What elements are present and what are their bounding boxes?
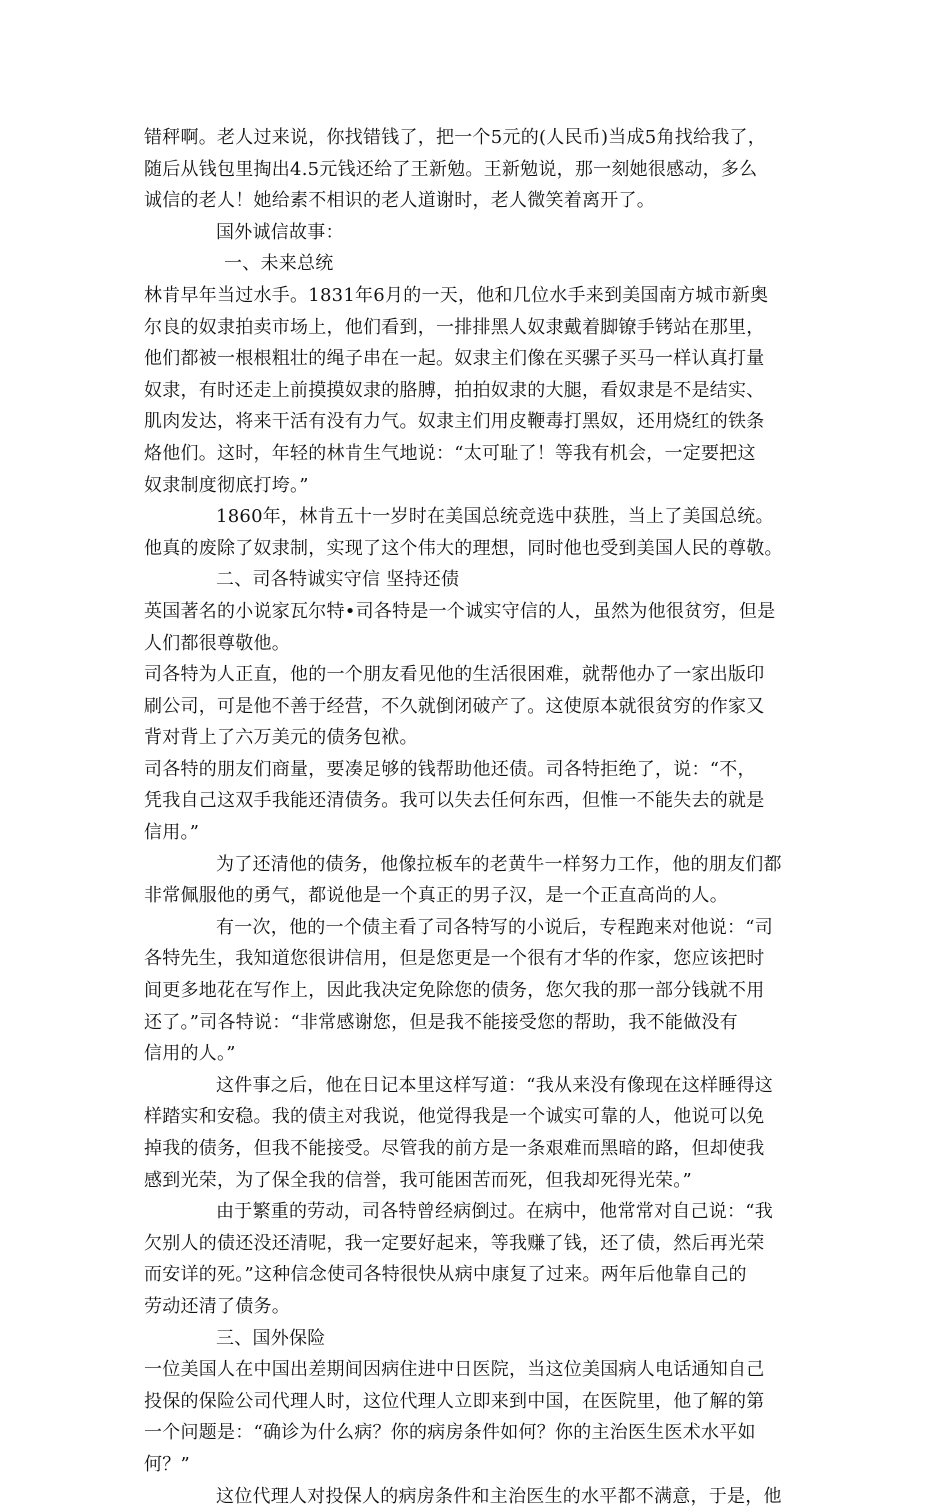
text-line: 他真的废除了奴隶制，实现了这个伟大的理想，同时他也受到美国人民的尊敬。 <box>144 537 783 559</box>
text-line: 凭我自己这双手我能还清债务。我可以失去任何东西，但惟一不能失去的就是 <box>144 790 765 812</box>
text-line: 间更多地花在写作上，因此我决定免除您的债务，您欠我的那一部分钱就不用 <box>144 980 765 1002</box>
text-line: 司各特的朋友们商量，要凑足够的钱帮助他还债。司各特拒绝了，说：“不， <box>144 758 756 780</box>
text-line: 而安详的死。”这种信念使司各特很快从病中康复了过来。两年后他靠自己的 <box>144 1264 747 1286</box>
text-line: 肌肉发达，将来干活有没有力气。奴隶主们用皮鞭毒打黑奴，还用烧红的铁条 <box>144 411 765 433</box>
text-line: 信用。” <box>144 822 200 844</box>
text-line: 刷公司，可是他不善于经营，不久就倒闭破产了。这使原本就很贫穷的作家又 <box>144 695 765 717</box>
text-line: 他们都被一根根粗壮的绳子串在一起。奴隶主们像在买骡子买马一样认真打量 <box>144 348 765 370</box>
text-line: 林肯早年当过水手。1831年6月的一天，他和几位水手来到美国南方城市新奥 <box>144 284 769 306</box>
text-line: 错秤啊。老人过来说，你找错钱了，把一个5元的(人民币)当成5角找给我了， <box>144 127 766 148</box>
indented-text-line: 二、司各特诚实守信 坚持还债 <box>216 569 460 591</box>
text-line: 非常佩服他的勇气，都说他是一个真正的男子汉，是一个正直高尚的人。 <box>144 885 728 907</box>
text-line: 感到光荣，为了保全我的信誉，我可能困苦而死，但我却死得光荣。” <box>144 1169 692 1191</box>
text-line: 人们都很尊敬他。 <box>144 632 290 654</box>
indented-text-line: 一、未来总统 <box>224 253 334 275</box>
text-line: 英国著名的小说家瓦尔特•司各特是一个诚实守信的人，虽然为他很贫穷，但是 <box>144 600 776 622</box>
text-line: 奴隶，有时还走上前摸摸奴隶的胳膊，拍拍奴隶的大腿，看奴隶是不是结实、 <box>144 379 765 401</box>
text-line: 各特先生，我知道您很讲信用，但是您更是一个很有才华的作家，您应该把时 <box>144 948 765 970</box>
indented-text-line: 为了还清他的债务，他像拉板车的老黄牛一样努力工作，他的朋友们都 <box>216 853 782 875</box>
indented-text-line: 三、国外保险 <box>216 1327 326 1349</box>
text-line: 欠别人的债还没还清呢，我一定要好起来，等我赚了钱，还了债，然后再光荣 <box>144 1232 765 1254</box>
indented-text-line: 有一次，他的一个债主看了司各特写的小说后，专程跑来对他说：“司 <box>216 916 773 938</box>
indented-text-line: 这件事之后，他在日记本里这样写道：“我从来没有像现在这样睡得这 <box>216 1074 773 1096</box>
text-line: 一个问题是：“确诊为什么病？你的病房条件如何？你的主治医生医术水平如 <box>144 1422 756 1444</box>
text-line: 劳动还清了债务。 <box>144 1295 290 1317</box>
text-line: 随后从钱包里掏出4.5元钱还给了王新勉。王新勉说，那一刻她很感动，多么 <box>144 158 758 180</box>
text-line: 还了。”司各特说：“非常感谢您，但是我不能接受您的帮助，我不能做没有 <box>144 1011 738 1033</box>
text-line: 烙他们。这时，年轻的林肯生气地说：“太可耻了！等我有机会，一定要把这 <box>144 442 756 464</box>
indented-text-line: 这位代理人对投保人的病房条件和主治医生的水平都不满意，于是，他 <box>216 1485 782 1507</box>
indented-text-line: 1860年，林肯五十一岁时在美国总统竞选中获胜，当上了美国总统。 <box>216 506 774 528</box>
text-line: 一位美国人在中国出差期间因病住进中日医院，当这位美国病人电话通知自己 <box>144 1359 765 1381</box>
text-line: 样踏实和安稳。我的债主对我说，他觉得我是一个诚实可靠的人，他说可以免 <box>144 1106 765 1128</box>
text-line: 掉我的债务，但我不能接受。尽管我的前方是一条艰难而黑暗的路，但却使我 <box>144 1138 765 1159</box>
text-line: 何？” <box>144 1453 190 1475</box>
text-line: 信用的人。” <box>144 1043 236 1065</box>
text-line: 背对背上了六万美元的债务包袱。 <box>144 727 418 749</box>
indented-text-line: 由于繁重的劳动，司各特曾经病倒过。在病中，他常常对自己说：“我 <box>216 1201 773 1223</box>
text-line: 投保的保险公司代理人时，这位代理人立即来到中国，在医院里，他了解的第 <box>144 1390 765 1412</box>
indented-text-line: 国外诚信故事： <box>216 221 344 243</box>
text-line: 司各特为人正直，他的一个朋友看见他的生活很困难，就帮他办了一家出版印 <box>144 664 765 686</box>
text-line: 诚信的老人！她给素不相识的老人道谢时，老人微笑着离开了。 <box>144 190 655 212</box>
text-line: 尔良的奴隶拍卖市场上，他们看到，一排排黑人奴隶戴着脚镣手铐站在那里， <box>144 316 765 338</box>
text-line: 奴隶制度彻底打垮。” <box>144 474 309 496</box>
document-page <box>144 122 809 1512</box>
